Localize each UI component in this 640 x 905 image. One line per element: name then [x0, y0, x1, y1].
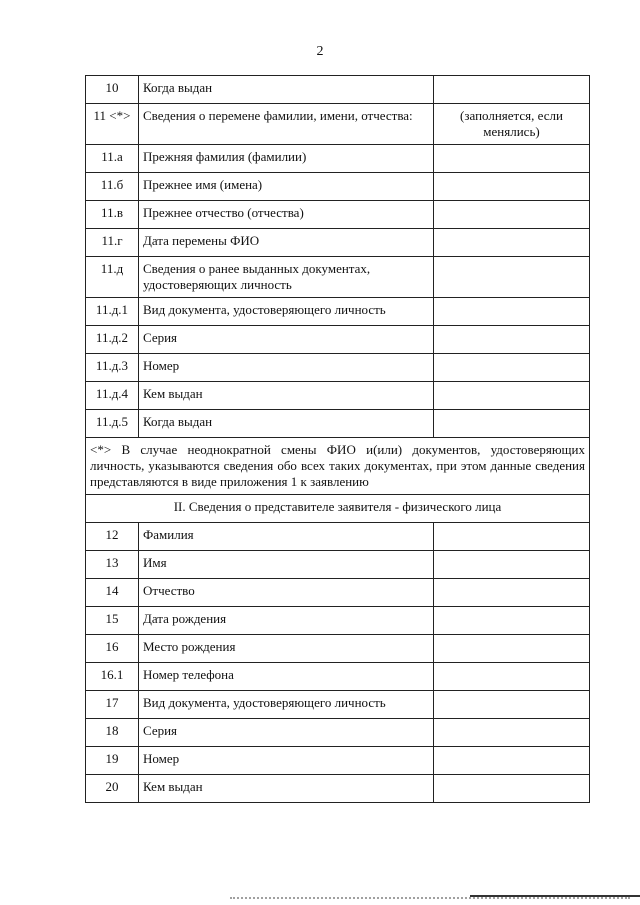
row-value-field[interactable] [434, 382, 590, 410]
row-label: Вид документа, удостоверяющего личность [139, 691, 434, 719]
table-row [86, 551, 590, 579]
row-number: 11.г [86, 229, 139, 257]
row-value-field[interactable] [434, 635, 590, 663]
table-row [86, 201, 590, 229]
row-value-field[interactable] [434, 145, 590, 173]
row-label: Серия [139, 326, 434, 354]
row-label: Кем выдан [139, 775, 434, 803]
row-label: Сведения о перемене фамилии, имени, отчества: [139, 104, 434, 145]
row-value-field[interactable] [434, 326, 590, 354]
scan-artifact-dots [230, 897, 630, 899]
row-label: Имя [139, 551, 434, 579]
table-row [86, 523, 590, 551]
row-label: Когда выдан [139, 76, 434, 104]
row-note: (заполняется, если менялись) [434, 104, 590, 145]
row-label: Прежнее имя (имена) [139, 173, 434, 201]
row-value-field[interactable] [434, 523, 590, 551]
row-number: 11.д.1 [86, 298, 139, 326]
application-form-table [85, 75, 590, 803]
table-row [86, 691, 590, 719]
table-row [86, 354, 590, 382]
row-label: Номер [139, 747, 434, 775]
row-value-field[interactable] [434, 173, 590, 201]
row-label: Когда выдан [139, 410, 434, 438]
row-number: 17 [86, 691, 139, 719]
page-number: 2 [316, 44, 324, 59]
row-number: 12 [86, 523, 139, 551]
row-number: 16.1 [86, 663, 139, 691]
row-value-field[interactable] [434, 579, 590, 607]
row-number: 20 [86, 775, 139, 803]
row-number: 10 [86, 76, 139, 104]
table-row [86, 719, 590, 747]
table-row [86, 747, 590, 775]
row-label: Серия [139, 719, 434, 747]
row-label: Сведения о ранее выданных документах, удостоверяющих личность [139, 257, 434, 298]
row-number: 13 [86, 551, 139, 579]
row-value-field[interactable] [434, 719, 590, 747]
row-label: Прежнее отчество (отчества) [139, 201, 434, 229]
row-number: 18 [86, 719, 139, 747]
row-number: 11.д.3 [86, 354, 139, 382]
table-row [86, 298, 590, 326]
table-row [86, 382, 590, 410]
row-number: 11.б [86, 173, 139, 201]
section-header-row [86, 495, 590, 523]
table-row [86, 229, 590, 257]
row-value-field[interactable] [434, 201, 590, 229]
table-row [86, 104, 590, 145]
table-row [86, 145, 590, 173]
table-row [86, 663, 590, 691]
row-value-field[interactable] [434, 607, 590, 635]
row-label: Вид документа, удостоверяющего личность [139, 298, 434, 326]
row-number: 11.д.2 [86, 326, 139, 354]
row-label: Дата рождения [139, 607, 434, 635]
table-row [86, 775, 590, 803]
footnote-text: <*> В случае неоднократной смены ФИО и(или) документов, удостоверяющих личность, указываются сведения обо всех таких документах, при этом данные сведения представляются в виде приложения 1 к заявлению [86, 438, 590, 495]
row-value-field[interactable] [434, 410, 590, 438]
row-label: Место рождения [139, 635, 434, 663]
row-number: 11.д.4 [86, 382, 139, 410]
row-number: 19 [86, 747, 139, 775]
row-number: 11.в [86, 201, 139, 229]
row-value-field[interactable] [434, 298, 590, 326]
row-number: 14 [86, 579, 139, 607]
row-value-field[interactable] [434, 257, 590, 298]
footnote-row [86, 438, 590, 495]
row-value-field[interactable] [434, 691, 590, 719]
table-row [86, 607, 590, 635]
table-row [86, 579, 590, 607]
row-label: Отчество [139, 579, 434, 607]
row-number: 11.д [86, 257, 139, 298]
row-value-field[interactable] [434, 747, 590, 775]
row-label: Кем выдан [139, 382, 434, 410]
row-number: 11.д.5 [86, 410, 139, 438]
row-label: Фамилия [139, 523, 434, 551]
row-number: 11.а [86, 145, 139, 173]
row-value-field[interactable] [434, 76, 590, 104]
table-row [86, 76, 590, 104]
table-row [86, 635, 590, 663]
section-title: II. Сведения о представителе заявителя - физического лица [86, 495, 590, 523]
row-label: Номер телефона [139, 663, 434, 691]
row-value-field[interactable] [434, 354, 590, 382]
row-number: 11 <*> [86, 104, 139, 145]
row-number: 16 [86, 635, 139, 663]
row-value-field[interactable] [434, 775, 590, 803]
table-row [86, 326, 590, 354]
row-number: 15 [86, 607, 139, 635]
scan-artifact-line [470, 895, 640, 897]
row-label: Дата перемены ФИО [139, 229, 434, 257]
row-label: Номер [139, 354, 434, 382]
row-value-field[interactable] [434, 663, 590, 691]
table-row [86, 173, 590, 201]
row-label: Прежняя фамилия (фамилии) [139, 145, 434, 173]
row-value-field[interactable] [434, 229, 590, 257]
table-row [86, 257, 590, 298]
table-row [86, 410, 590, 438]
row-value-field[interactable] [434, 551, 590, 579]
